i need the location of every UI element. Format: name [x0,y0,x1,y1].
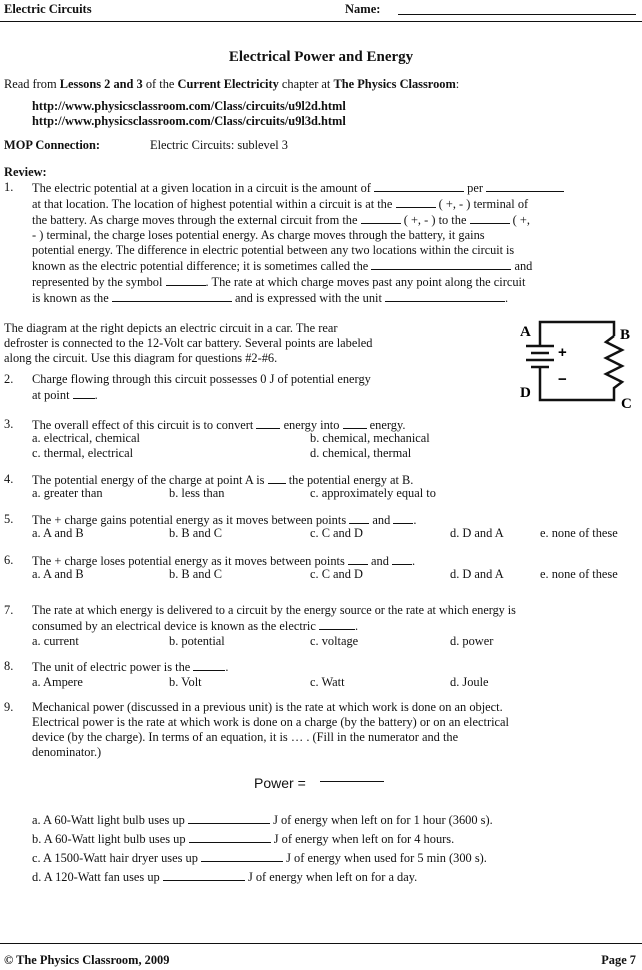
blank[interactable] [193,659,225,671]
minus-terminal-label: − [558,371,567,388]
diagram-intro-line: The diagram at the right depicts an electric circuit in a car. The rear [4,321,338,335]
header-chapter: Electric Circuits [4,2,92,16]
blank[interactable] [188,812,270,824]
question-4 [4,472,636,504]
blank[interactable] [343,417,367,429]
name-field[interactable] [398,14,636,15]
url-link-2[interactable]: http://www.physicsclassroom.com/Class/circuits/u9l3d.html [32,114,346,128]
answer-option[interactable]: d. power [450,634,494,648]
q1-text: represented by the symbol [32,275,163,289]
q7-text: The rate at which energy is delivered to a circuit by the energy source or the rate at which energy is [32,603,516,617]
answer-option[interactable]: d. chemical, thermal [310,446,412,460]
q6-text: The + charge loses potential energy as it moves between points [32,554,345,568]
mop-label: MOP Connection: [4,138,101,152]
q3-text: The overall effect of this circuit is to convert [32,418,254,432]
q1-text: the battery. As charge moves through the external circuit from the [32,213,358,227]
blank[interactable] [189,831,271,843]
diagram-intro-line: along the circuit. Use this diagram for questions #2-#6. [4,351,278,365]
answer-option[interactable]: d. D and A [450,567,504,581]
mop-value: Electric Circuits: sublevel 3 [150,138,288,152]
answer-option[interactable]: b. chemical, mechanical [310,431,430,445]
page-title: Electrical Power and Energy [228,49,414,65]
question-7 [4,603,636,651]
answer-option[interactable]: b. less than [169,486,225,500]
point-b-label: B [620,327,631,343]
answer-option[interactable]: b. B and C [169,526,223,540]
q1-text: ( +, - ) to the [403,213,467,227]
answer-option[interactable]: a. Ampere [32,675,83,689]
q9-part-d: d. A 120-Watt fan uses up J of energy when left on for a day. [32,870,418,884]
q8-text: . [225,660,229,674]
question-9 [4,700,636,762]
page-number: Page 7 [601,953,636,967]
q8-text: The unit of electric power is the [32,660,191,674]
footer-copyright: © The Physics Classroom, 2009 [4,953,170,967]
q1-text: ( +, - ) terminal of [438,197,529,211]
blank[interactable] [361,212,401,224]
answer-option[interactable]: c. C and D [310,567,363,581]
question-6 [4,553,636,585]
blank[interactable] [268,472,286,484]
answer-option[interactable]: e. none of these [540,526,618,540]
review-label: Review: [4,165,47,179]
point-c-label: C [621,396,632,412]
blank[interactable] [374,180,464,192]
q5-text: and [372,513,391,527]
blank[interactable] [396,196,436,208]
answer-option[interactable]: c. voltage [310,634,359,648]
answer-option[interactable]: b. potential [169,634,225,648]
question-number: 4. [4,472,14,486]
answer-option[interactable]: c. thermal, electrical [32,446,134,460]
answer-option[interactable]: b. Volt [169,675,202,689]
question-number: 8. [4,659,14,673]
header-divider [0,21,642,22]
q6-text: and [371,554,389,568]
url-link-1[interactable]: http://www.physicsclassroom.com/Class/circuits/u9l2d.html [32,99,346,113]
question-number: 1. [4,180,14,194]
answer-option[interactable]: a. A and B [32,567,84,581]
point-d-label: D [520,385,531,401]
answer-option[interactable]: e. none of these [540,567,618,581]
answer-option[interactable]: d. Joule [450,675,489,689]
q2-text: . [94,388,98,402]
q9-part-b: b. A 60-Watt light bulb uses up J of energy when left on for 4 hours. [32,832,455,846]
question-number: 5. [4,512,14,526]
blank[interactable] [486,180,564,192]
q9-text: Mechanical power (discussed in a previous unit) is the rate at which work is done on an object. [32,700,503,714]
q1-text: and is expressed with the unit [234,291,382,305]
q9-text: Electrical power is the rate at which work is done on a charge (by the battery) or on an electrical [32,715,509,729]
q1-text: at that location. The location of highest potential within a circuit is at the [32,197,393,211]
question-5 [4,512,636,544]
answer-option[interactable]: a. A and B [32,526,84,540]
answer-option[interactable]: c. Watt [310,675,345,689]
question-number: 2. [4,372,14,386]
q7-text: . [354,619,359,633]
circuit-wire-top [540,322,614,336]
q4-text: the potential energy at B. [288,473,414,487]
blank[interactable] [73,387,95,399]
question-8 [4,659,636,691]
answer-option[interactable]: a. greater than [32,486,103,500]
question-number: 7. [4,603,14,617]
answer-option[interactable]: c. approximately equal to [310,486,436,500]
blank[interactable] [349,512,369,524]
q1-text: ( +, [512,213,530,227]
blank[interactable] [166,274,206,286]
q5-text: . [413,513,417,527]
blank[interactable] [371,258,511,270]
answer-option[interactable]: a. electrical, chemical [32,431,141,445]
name-label: Name: [345,2,381,16]
fraction-bar[interactable] [320,781,384,782]
q1-text: is known as the [32,291,109,305]
q9-text: denominator.) [32,745,102,759]
reading-instructions: Read from Lessons 2 and 3 of the Current Electricity chapter at The Physics Classroom: [4,77,460,91]
question-number: 3. [4,417,14,431]
answer-option[interactable]: c. C and D [310,526,363,540]
blank[interactable] [112,290,232,302]
blank[interactable] [470,212,510,224]
blank[interactable] [393,512,413,524]
answer-option[interactable]: b. B and C [169,567,223,581]
q3-text: energy. [369,418,406,432]
q5-text: The + charge gains potential energy as it moves between points [32,513,347,527]
question-number: 9. [4,700,14,714]
plus-terminal-label: + [558,344,567,361]
blank[interactable] [256,417,280,429]
q1-text: known as the electric potential difference; it is sometimes called the [32,259,369,273]
footer-divider [0,943,642,944]
blank[interactable] [385,290,505,302]
blank[interactable] [163,869,245,881]
q1-text: The electric potential at a given location in a circuit is the amount of [32,181,371,195]
answer-option[interactable]: d. D and A [450,526,504,540]
q1-text: potential energy. The difference in electric potential between any two locations within the circuit is [32,243,515,257]
q2-text: at point [32,388,70,402]
blank[interactable] [348,553,368,565]
q1-text: . The rate at which charge moves past any point along the circuit [205,275,526,289]
question-2 [4,372,636,404]
q9-part-a: a. A 60-Watt light bulb uses up J of energy when left on for 1 hour (3600 s). [32,813,493,827]
blank[interactable] [319,618,355,630]
q2-text: Charge flowing through this circuit possesses 0 J of potential energy [32,372,371,386]
q6-text: . [412,554,416,568]
answer-option[interactable]: a. current [32,634,79,648]
q9-text: device (by the charge). In terms of an equation, it is … . (Fill in the numerator and the [32,730,459,744]
question-number: 6. [4,553,14,567]
q4-text: The potential energy of the charge at point A is [32,473,265,487]
q1-text: per [467,181,483,195]
q1-text: - ) terminal, the charge loses potential energy. As charge moves through the battery, it gains [32,228,485,242]
power-equation-label: Power = [254,775,306,791]
blank[interactable] [392,553,412,565]
question-3 [4,417,636,463]
q9-part-c: c. A 1500-Watt hair dryer uses up J of energy when used for 5 min (300 s). [32,851,487,865]
q1-text: . [505,291,509,305]
q3-text: energy into [283,418,340,432]
q7-text: consumed by an electrical device is known as the electric [32,619,316,633]
blank[interactable] [201,850,283,862]
point-a-label: A [520,324,531,340]
q1-text: and [514,259,533,273]
diagram-intro-line: defroster is connected to the 12-Volt car battery. Several points are labeled [4,336,373,350]
question-1 [4,180,636,305]
